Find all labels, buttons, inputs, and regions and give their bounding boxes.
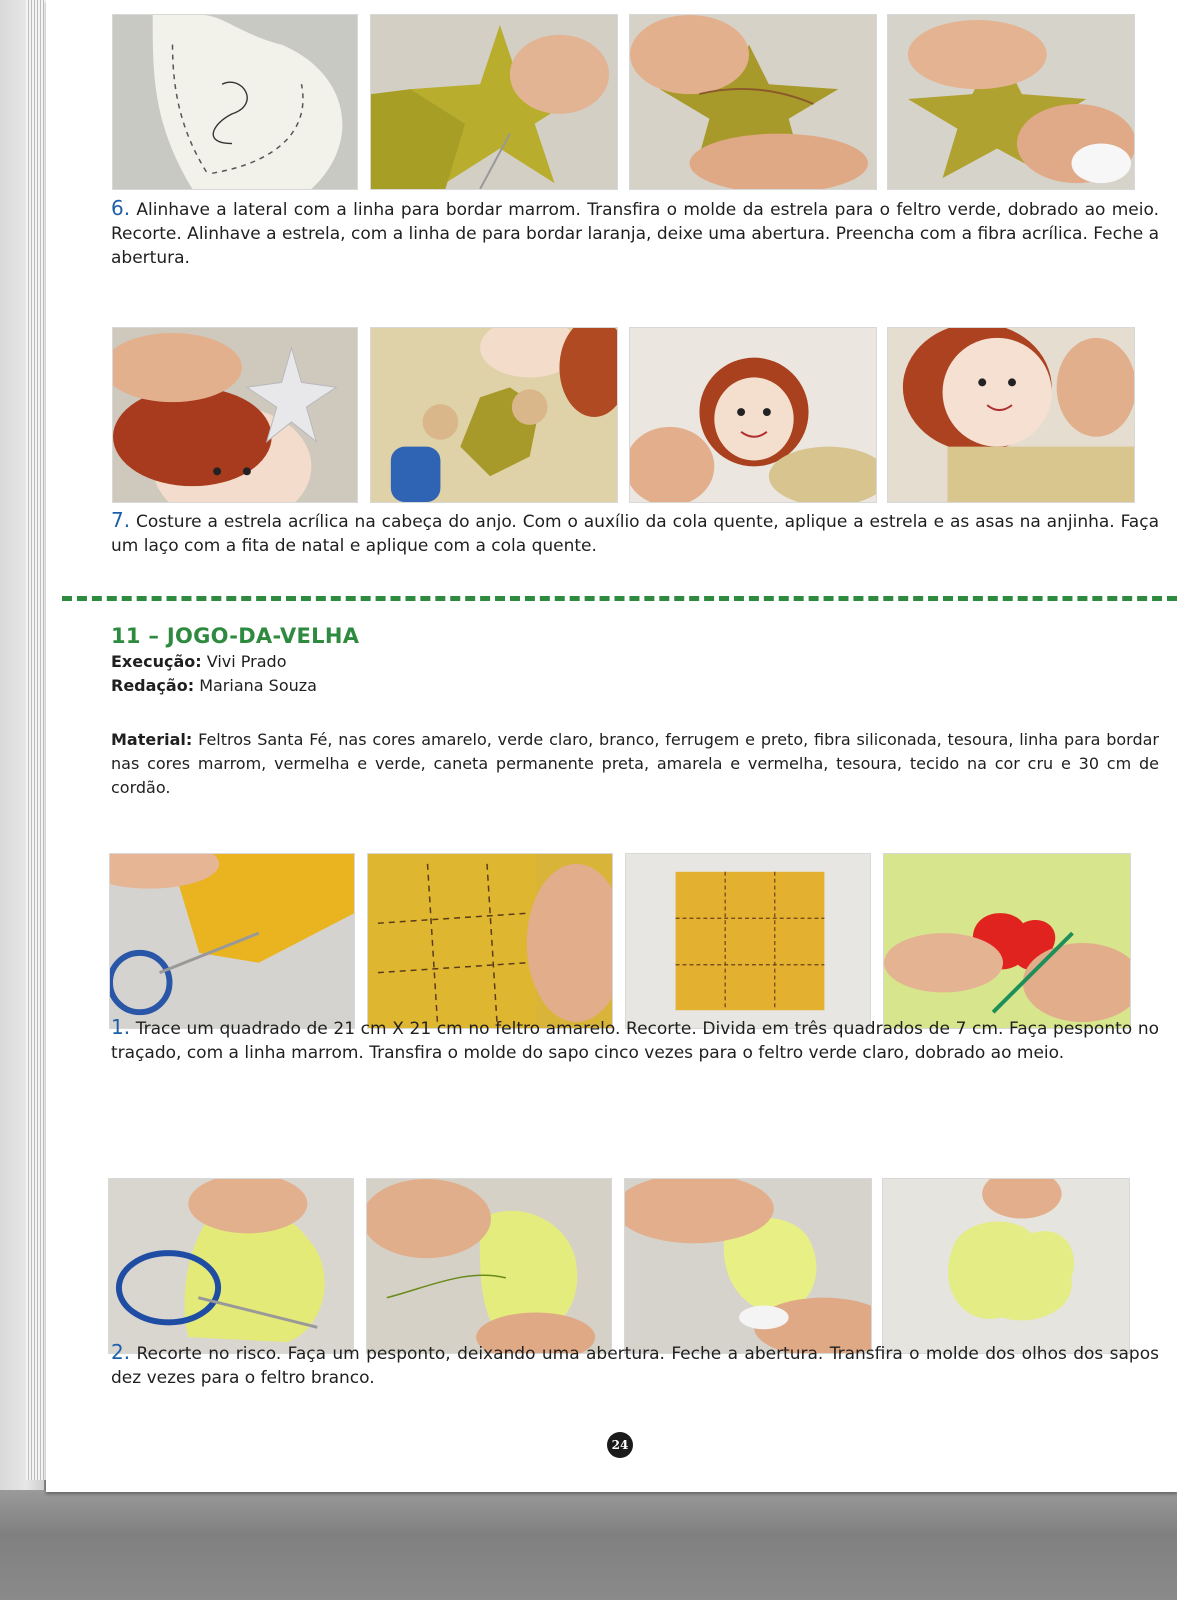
photo-step-7a: [112, 327, 358, 503]
credit-execucao: [111, 652, 286, 671]
photo-step-6b: [370, 14, 618, 190]
photo-step-2a: [108, 1178, 354, 1354]
material-value: Feltros Santa Fé, nas cores amarelo, verde claro, branco, ferrugem e preto, fibra siliconada, tesoura, linha para bordar nas cores marrom, vermelha e verde, caneta permanente preta, amarela e vermelha, tesoura, tecido na cor cru e 30 cm de cordão.: [111, 730, 1159, 797]
execucao-label: Execução:: [111, 652, 202, 671]
redacao-value: Mariana Souza: [199, 676, 317, 695]
step-1-body: Trace um quadrado de 21 cm X 21 cm no feltro amarelo. Recorte. Divida em três quadrados de 7 cm. Faça pesponto no traçado, com a linha marrom. Transfira o molde do sapo cinco vezes para o feltro verde claro, dobrado ao meio.: [111, 1019, 1160, 1063]
magazine-page: [46, 0, 1177, 1492]
photo-step-1c: [625, 853, 871, 1029]
step-2-body: Recorte no risco. Faça um pesponto, deixando uma abertura. Feche a abertura. Transfira o molde dos olhos dos sapos dez vezes para o feltro branco.: [111, 1344, 1159, 1388]
section-divider: [62, 596, 1177, 601]
photo-row-step-7: [46, 327, 1177, 503]
material-list: [111, 728, 1159, 800]
page-number: 24: [607, 1432, 633, 1458]
photo-step-6a: [112, 14, 358, 190]
redacao-label: Redação:: [111, 676, 195, 695]
step-7-number: 7.: [111, 508, 131, 532]
page-edges: [26, 0, 46, 1480]
step-7-text: [111, 508, 1159, 558]
step-6-number: 6.: [111, 196, 131, 220]
photo-step-6c: [629, 14, 877, 190]
photo-row-step-2: [46, 1178, 1177, 1354]
photo-step-1b: [367, 853, 613, 1029]
execucao-value: Vivi Prado: [206, 652, 287, 671]
photo-row-step-1: [46, 853, 1177, 1029]
photo-step-1a: [109, 853, 355, 1029]
step-1-text: [111, 1015, 1159, 1065]
photo-step-1d: [883, 853, 1131, 1029]
photo-step-7d: [887, 327, 1135, 503]
photo-row-step-6: [46, 14, 1177, 190]
photo-step-7c: [629, 327, 877, 503]
credit-redacao: [111, 676, 317, 695]
photo-step-2c: [624, 1178, 872, 1354]
photo-step-2d: [882, 1178, 1130, 1354]
scan-bottom-margin: [0, 1490, 1177, 1600]
step-6-body: Alinhave a lateral com a linha para bordar marrom. Transfira o molde da estrela para o feltro verde, dobrado ao meio. Recorte. Alinhave a estrela, com a linha de para bordar laranja, deixe uma abertura. Preencha com a fibra acrílica. Feche a abertura.: [111, 200, 1159, 268]
step-7-body: Costure a estrela acrílica na cabeça do anjo. Com o auxílio da cola quente, aplique a estrela e as asas na anjinha. Faça um laço com a fita de natal e aplique com a cola quente.: [111, 512, 1159, 556]
step-2-number: 2.: [111, 1340, 131, 1364]
photo-step-2b: [366, 1178, 612, 1354]
material-label: Material:: [111, 730, 193, 749]
step-2-text: [111, 1340, 1159, 1390]
section-title: 11 – JOGO-DA-VELHA: [111, 624, 360, 648]
photo-step-6d: [887, 14, 1135, 190]
step-1-number: 1.: [111, 1015, 131, 1039]
photo-step-7b: [370, 327, 618, 503]
step-6-text: [111, 196, 1159, 270]
